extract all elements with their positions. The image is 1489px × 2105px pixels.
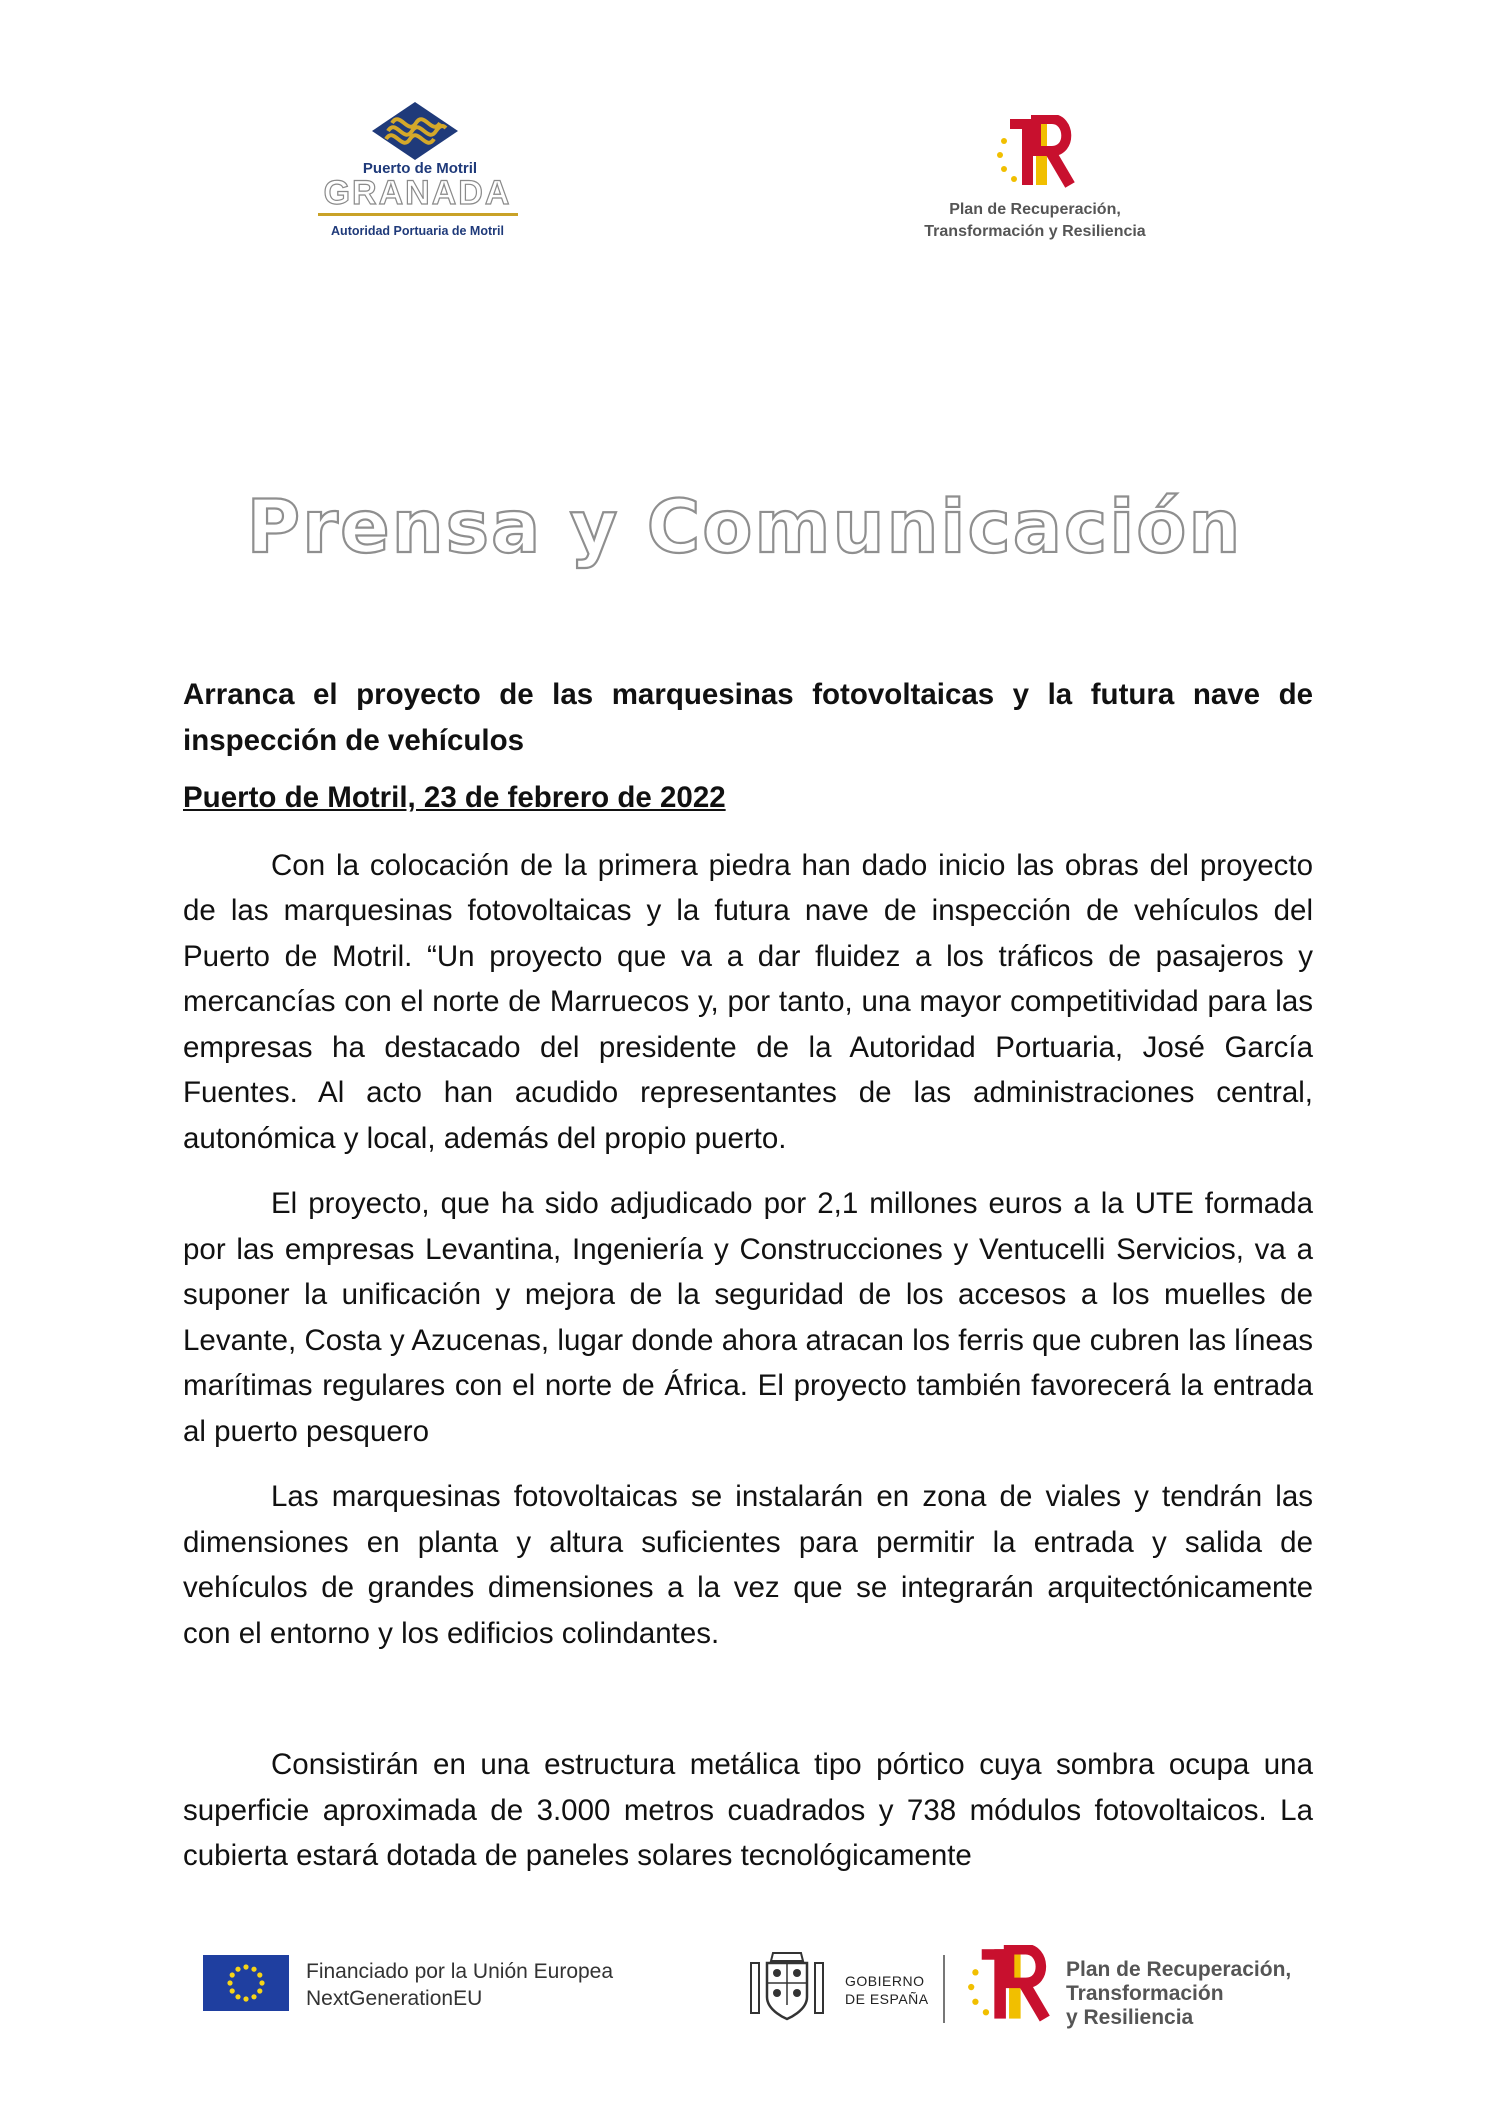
article-paragraph-3: Las marquesinas fotovoltaicas se instalarán en zona de viales y tendrán las dimensiones en planta y altura suficientes para permitir la entrada y salida de vehículos de grandes dimensiones a la vez que se integrarán arquitectónicamente con el entorno y los edificios colindantes.: [183, 1480, 1313, 1650]
motril-logo-line1: Puerto de Motril: [362, 160, 478, 177]
section-title: Prensa y Comunicación: [246, 485, 1243, 570]
gobierno-line2: DE ESPAÑA: [845, 1991, 929, 2007]
article-body: [183, 672, 1313, 1899]
prtr-footer-line3: y Resiliencia: [1066, 2006, 1194, 2029]
eu-line1: Financiado por la Unión Europea: [306, 1960, 614, 1983]
footer: [0, 1930, 1489, 2030]
motril-port-logo-icon: [370, 100, 460, 162]
article-paragraph-4: Consistirán en una estructura metálica tipo pórtico cuya sombra ocupa una superficie aproximada de 3.000 metros cuadrados y 738 módulos fotovoltaicos. La cubierta estará dotada de paneles solares tecnológicamente: [183, 1748, 1313, 1872]
prtr-header-line1: Plan de Recuperación,: [949, 201, 1121, 218]
article-paragraph-1: Con la colocación de la primera piedra han dado inicio las obras del proyecto de las marquesinas fotovoltaicas y la futura nave de inspección de vehículos del Puerto de Motril. “Un proyecto que va a dar fluidez a los tráficos de pasajeros y mercancías con el norte de Marruecos y, por tanto, una mayor competitividad para las empresas ha destacado del presidente de la Autoridad Portuaria, José García Fuentes. Al acto han acudido representantes de las administraciones central, autonómica y local, además del propio puerto.: [183, 848, 1313, 1155]
motril-logo-bar: [318, 213, 518, 216]
prtr-footer-logo: [958, 1945, 1318, 2029]
prtr-footer-line1: Plan de Recuperación,: [1066, 1958, 1292, 1981]
eu-flag-icon: [203, 1955, 289, 2011]
prtr-header-logo: [905, 115, 1165, 245]
motril-logo-line2: GRANADA: [323, 174, 512, 212]
eu-funding-text: [306, 1958, 613, 2012]
footer-divider: [943, 1955, 945, 2023]
article-dateline: Puerto de Motril, 23 de febrero de 2022: [183, 781, 726, 814]
prtr-logo-icon: [990, 115, 1080, 193]
spain-coat-of-arms-icon: [745, 1945, 829, 2025]
gobierno-logo: [745, 1945, 940, 2025]
article-paragraph-2: El proyecto, que ha sido adjudicado por 2,1 millones euros a la UTE formada por las empresas Levantina, Ingeniería y Construcciones y Ventucelli Servicios, va a suponer la unificación y mejora de la seguridad de los accesos a los muelles de Levante, Costa y Azucenas, lugar donde ahora atracan los ferris que cubren las líneas marítimas regulares con el norte de África. El proyecto también favorecerá la entrada al puerto pesquero: [183, 1187, 1313, 1448]
article-headline: Arranca el proyecto de las marquesinas fotovoltaicas y la futura nave de inspección de vehículos: [183, 678, 1313, 757]
gobierno-line1: GOBIERNO: [845, 1973, 925, 1989]
prtr-footer-line2: Transformación: [1066, 1982, 1224, 2005]
motril-logo-line3: Autoridad Portuaria de Motril: [331, 224, 504, 238]
eu-line2: NextGenerationEU: [306, 1987, 483, 2010]
puerto-motril-logo: [310, 100, 525, 250]
prtr-header-line2: Transformación y Resiliencia: [924, 223, 1146, 240]
prtr-footer-text: [1066, 1958, 1291, 2030]
prtr-header-text: [905, 199, 1165, 243]
gobierno-text: [845, 1972, 929, 2008]
prtr-logo-icon: [958, 1945, 1058, 2027]
